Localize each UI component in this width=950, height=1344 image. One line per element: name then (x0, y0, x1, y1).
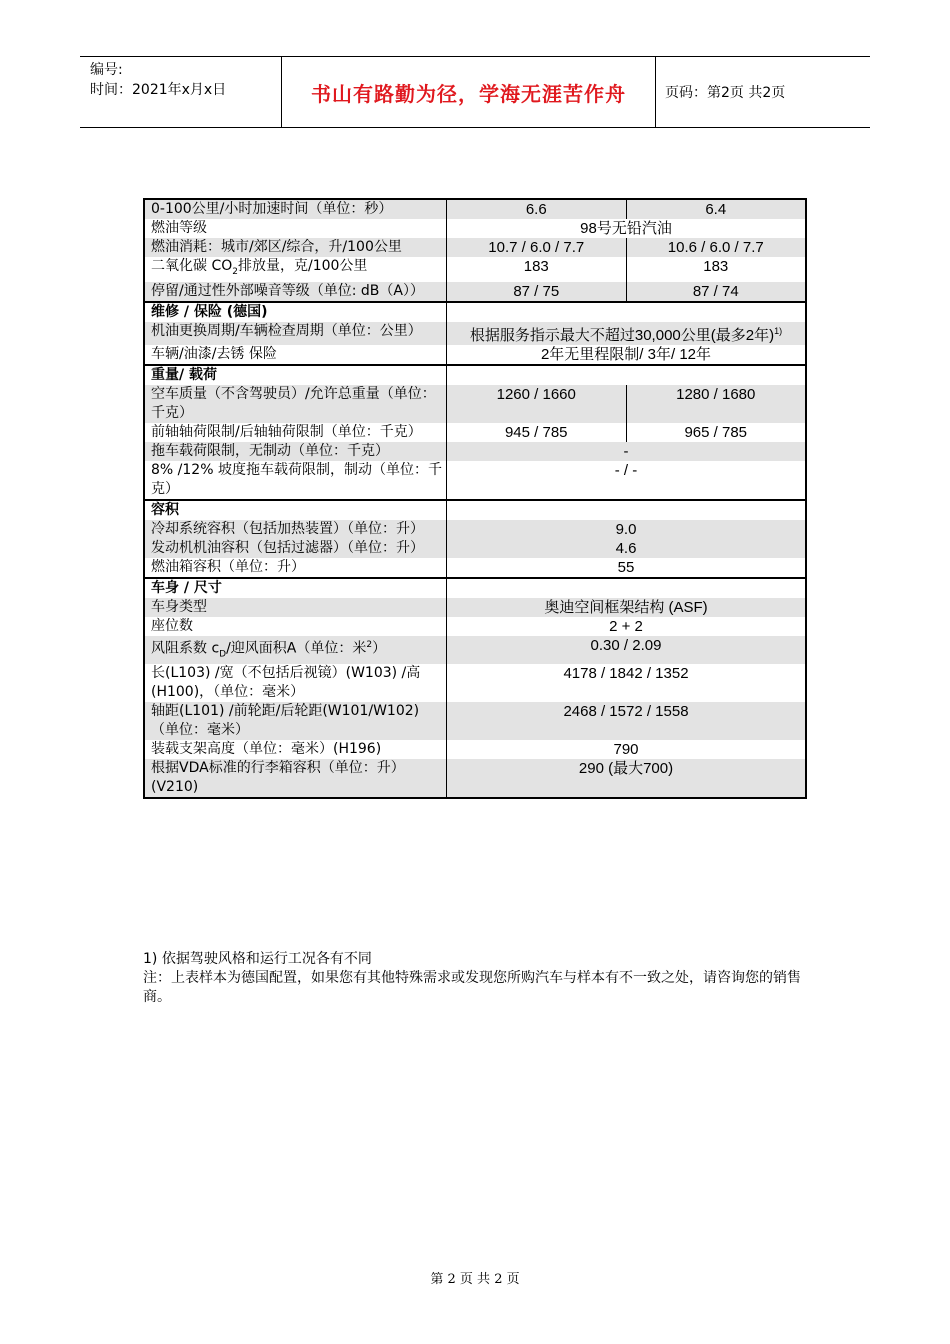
row-value: - / - (614, 461, 638, 479)
row-value: 9.0 (615, 520, 637, 538)
table-row (145, 740, 805, 759)
row-label: 机油更换周期/车辆检查周期（单位：公里） (145, 322, 447, 345)
row-value: 2 + 2 (609, 617, 643, 635)
section-performance (145, 200, 805, 301)
section-capacity (145, 499, 805, 577)
row-value: 0.30 / 2.09 (590, 636, 662, 654)
section-heading: 容积 (145, 501, 447, 520)
doc-number-label: 编号: (90, 62, 123, 78)
table-row (145, 219, 805, 238)
page-header (80, 56, 870, 128)
co2-label-post: 排放量，克/100公里 (237, 258, 368, 274)
row-value: 55 (617, 558, 635, 576)
row-label: 停留/通过性外部噪音等级（单位: dB（A）） (145, 282, 447, 301)
table-row (145, 664, 805, 702)
row-value-2: 965 / 785 (684, 423, 748, 441)
footnote-1: 1) 依据驾驶风格和运行工况各有不同 (143, 951, 372, 967)
row-value-1: 945 / 785 (447, 423, 627, 442)
co2-label-sub: 2 (232, 266, 238, 277)
row-label: 座位数 (145, 617, 447, 636)
drag-label-sub: D (219, 649, 227, 660)
section-maintenance (145, 301, 805, 364)
time-label: 时间：2021年x月x日 (90, 82, 227, 98)
section-heading: 车身 / 尺寸 (145, 579, 447, 598)
table-row (145, 617, 805, 636)
row-value-2: 6.4 (705, 201, 727, 218)
section-weight (145, 364, 805, 499)
row-label (145, 636, 447, 664)
row-label: 装载支架高度（单位：毫米）(H196) (145, 740, 447, 759)
page-footer: 第 2 页 共 2 页 (430, 1272, 520, 1287)
footnote-marker: 1) (774, 325, 783, 336)
table-row (145, 282, 805, 301)
section-heading-row (145, 501, 805, 520)
row-value-2: 10.6 / 6.0 / 7.7 (667, 239, 764, 256)
table-row (145, 257, 805, 282)
row-value: 98号无铅汽油 (580, 220, 672, 237)
table-row (145, 200, 805, 219)
co2-label-pre: 二氧化碳 CO (151, 258, 233, 274)
table-row (145, 238, 805, 257)
row-label: 车辆/油漆/去锈 保险 (145, 345, 447, 364)
table-row (145, 345, 805, 364)
oil-interval-value: 根据服务指示最大不超过30,000公里(最多2年) (469, 326, 775, 344)
footnote-note: 注：上表样本为德国配置，如果您有其他特殊需求或发现您所购汽车与样本有不一致之处，请咨询您的销售商。 (143, 970, 801, 1005)
row-value: 奥迪空间框架结构 (ASF) (544, 598, 708, 616)
table-row (145, 636, 805, 664)
table-row (145, 385, 805, 423)
table-row (145, 461, 805, 499)
row-label: 长(L103) /宽（不包括后视镜）(W103) /高(H100)，（单位：毫米） (145, 664, 447, 702)
row-value: 4178 / 1842 / 1352 (563, 665, 689, 683)
table-row (145, 598, 805, 617)
header-motto-cell (281, 57, 656, 127)
row-label: 发动机机油容积（包括过滤器）（单位：升） (145, 539, 447, 558)
table-row (145, 759, 805, 797)
table-row (145, 702, 805, 740)
row-value: 4.6 (615, 539, 637, 557)
row-label: 8% /12% 坡度拖车载荷限制，制动（单位：千克） (145, 461, 447, 499)
row-value-1: 87 / 75 (447, 282, 627, 301)
drag-label-post: ） (372, 640, 387, 657)
drag-label-sup: 2 (366, 639, 373, 650)
section-body (145, 577, 805, 797)
row-label: 燃油消耗：城市/郊区/综合，升/100公里 (145, 238, 447, 257)
row-value-1: 10.7 / 6.0 / 7.7 (447, 238, 627, 257)
section-heading-row (145, 303, 805, 322)
section-heading: 重量/ 载荷 (145, 366, 447, 385)
row-value-1: 6.6 (447, 200, 627, 219)
row-label: 车身类型 (145, 598, 447, 617)
row-label: 空车质量（不含驾驶员）/允许总重量（单位：千克） (145, 385, 447, 423)
row-value (447, 322, 805, 345)
table-row (145, 322, 805, 345)
row-value: - (623, 442, 629, 460)
table-row (145, 520, 805, 539)
footnotes (143, 950, 823, 1007)
row-label: 拖车载荷限制，无制动（单位：千克） (145, 442, 447, 461)
header-meta (80, 57, 290, 130)
row-value-1: 183 (447, 257, 627, 282)
table-row (145, 539, 805, 558)
row-value-2: 1280 / 1680 (676, 385, 756, 403)
row-value: 2468 / 1572 / 1558 (563, 703, 689, 721)
row-label (145, 257, 447, 282)
row-label: 燃油等级 (145, 219, 447, 238)
row-value: 290 (最大700) (578, 760, 674, 778)
table-row (145, 558, 805, 577)
row-value-2: 87 / 74 (692, 282, 739, 300)
motto: 书山有路勤为径，学海无涯苦作舟 (311, 81, 626, 106)
row-value-2: 183 (703, 258, 729, 275)
spec-table (143, 198, 807, 799)
table-row (145, 423, 805, 442)
row-label: 0-100公里/小时加速时间（单位：秒） (145, 200, 447, 219)
row-label: 轴距(L101) /前轮距/后轮距(W101/W102)（单位：毫米） (145, 702, 447, 740)
table-row (145, 442, 805, 461)
row-label: 燃油箱容积（单位：升） (145, 558, 447, 577)
row-label: 冷却系统容积（包括加热装置）（单位：升） (145, 520, 447, 539)
drag-label-mid: /迎风面积A（单位：米 (226, 640, 367, 657)
header-page-cell (655, 57, 880, 127)
drag-label-pre: 风阻系数 c (151, 640, 220, 657)
section-heading-row (145, 579, 805, 598)
row-value: 2年无里程限制/ 3年/ 12年 (540, 345, 712, 363)
section-heading: 维修 / 保险 (德国) (145, 303, 447, 322)
row-value: 790 (613, 741, 639, 759)
section-heading-row (145, 366, 805, 385)
row-label: 前轴轴荷限制/后轴轴荷限制（单位：千克） (145, 423, 447, 442)
row-value-1: 1260 / 1660 (447, 385, 627, 423)
row-label: 根据VDA标准的行李箱容积（单位：升） (V210) (145, 759, 447, 797)
page-label: 页码：第2页 共2页 (665, 85, 786, 101)
